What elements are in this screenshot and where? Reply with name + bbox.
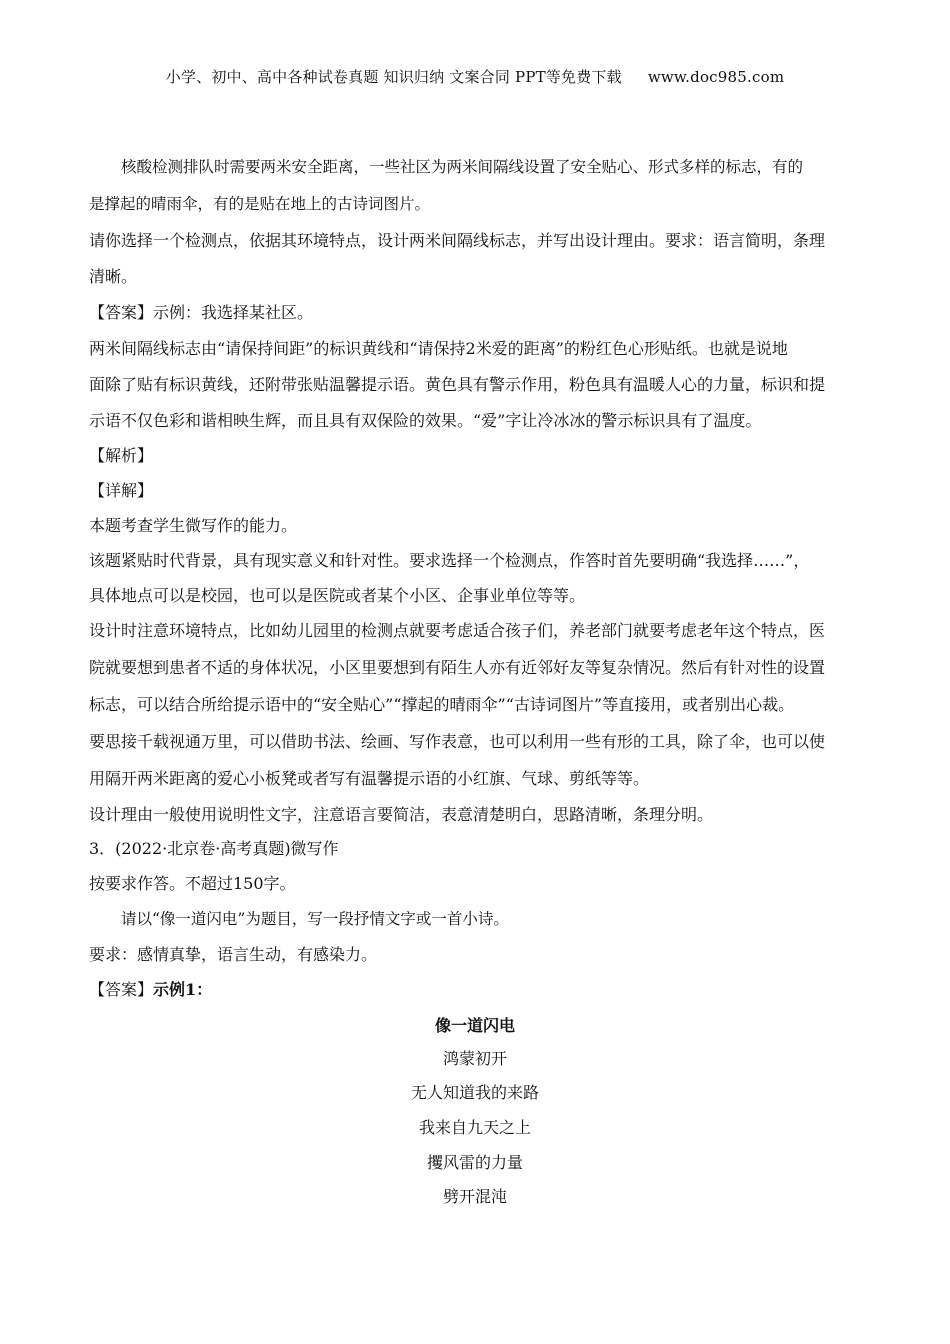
q2-detail-line5: 设计理由一般使用说明性文字，注意语言要简洁，表意清楚明白，思路清晰，条理分明。 [89, 805, 714, 824]
q2-stem-line2: 是撑起的晴雨伞，有的是贴在地上的古诗词图片。 [89, 195, 431, 213]
header-site: www.doc985.com [647, 68, 785, 86]
poem-line-2: 无人知道我的来路 [410, 1083, 539, 1102]
q3-title: 3．(2022·北京卷·高考真题)微写作 [89, 839, 339, 858]
q2-detail-line3b: 院就要想到患者不适的身体状况，小区里要想到有陌生人亦有近邻好友等复杂情况。然后有针对性的设置 [89, 658, 826, 677]
q3-answer-tag: 【答案】 [89, 980, 154, 999]
q2-detail-line4b: 用隔开两米距离的爱心小板凳或者写有温馨提示语的小红旗、气球、剪纸等等。 [89, 769, 650, 788]
q2-answer: 【答案】示例：我选择某社区。 [89, 303, 314, 322]
q2-detail-line1: 本题考查学生微写作的能力。 [89, 516, 298, 535]
q3-requirement: 要求：感情真挚，语言生动，有感染力。 [89, 945, 378, 964]
page-header [0, 66, 950, 87]
q2-stem-line1: 核酸检测排队时需要两米安全距离，一些社区为两米间隔线设置了安全贴心、形式多样的标志，有的 [121, 158, 804, 176]
q3-answer-label [89, 977, 890, 1000]
q2-answer-line2: 面除了贴有标识黄线，还附带张贴温馨提示语。黄色具有警示作用，粉色具有温暖人心的力量，标识和提 [89, 375, 826, 394]
poem-line-5: 劈开混沌 [442, 1187, 507, 1206]
q2-detail-line3a: 设计时注意环境特点，比如幼儿园里的检测点就要考虑适合孩子们，养老部门就要考虑老年这个特点，医 [89, 621, 826, 640]
q2-req-line2: 清晰。 [89, 267, 138, 286]
q3-prompt: 请以“像一道闪电”为题目，写一段抒情文字或一首小诗。 [121, 910, 509, 928]
q2-detail-tag: 【详解】 [89, 481, 154, 500]
q2-detail-line4a: 要思接千载视通万里，可以借助书法、绘画、写作表意，也可以利用一些有形的工具，除了伞，也可以使 [89, 732, 826, 751]
q3-instruction: 按要求作答。不超过150字。 [89, 874, 296, 893]
q2-detail-line3c: 标志，可以结合所给提示语中的“安全贴心”“撑起的晴雨伞”“古诗词图片”等直接用，或者别出心裁。 [89, 695, 795, 714]
poem-line-1: 鸿蒙初开 [442, 1049, 507, 1068]
q2-analysis-tag: 【解析】 [89, 446, 154, 465]
q2-answer-line1: 两米间隔线标志由“请保持间距”的标识黄线和“请保持2米爱的距离”的粉红色心形贴纸。也就是说地 [89, 339, 788, 358]
poem-line-4: 攫风雷的力量 [426, 1153, 523, 1172]
q2-answer-line3: 示语不仅色彩和谐相映生辉，而且具有双保险的效果。“爱”字让冷冰冰的警示标识具有了温度。 [89, 411, 762, 430]
q2-detail-line2a: 该题紧贴时代背景，具有现实意义和针对性。要求选择一个检测点，作答时首先要明确“我选择……”， [89, 551, 810, 570]
q2-detail-line2b: 具体地点可以是校园，也可以是医院或者某个小区、企事业单位等等。 [89, 586, 586, 605]
header-text: 小学、初中、高中各种试卷真题 知识归纳 文案合同 PPT等免费下载 [165, 68, 622, 86]
poem-line-3: 我来自九天之上 [418, 1118, 531, 1137]
q3-example-label: 示例1： [153, 980, 213, 999]
poem-title: 像一道闪电 [434, 1016, 515, 1035]
q2-req-line1: 请你选择一个检测点，依据其环境特点，设计两米间隔线标志，并写出设计理由。要求：语言简明，条理 [89, 231, 826, 250]
